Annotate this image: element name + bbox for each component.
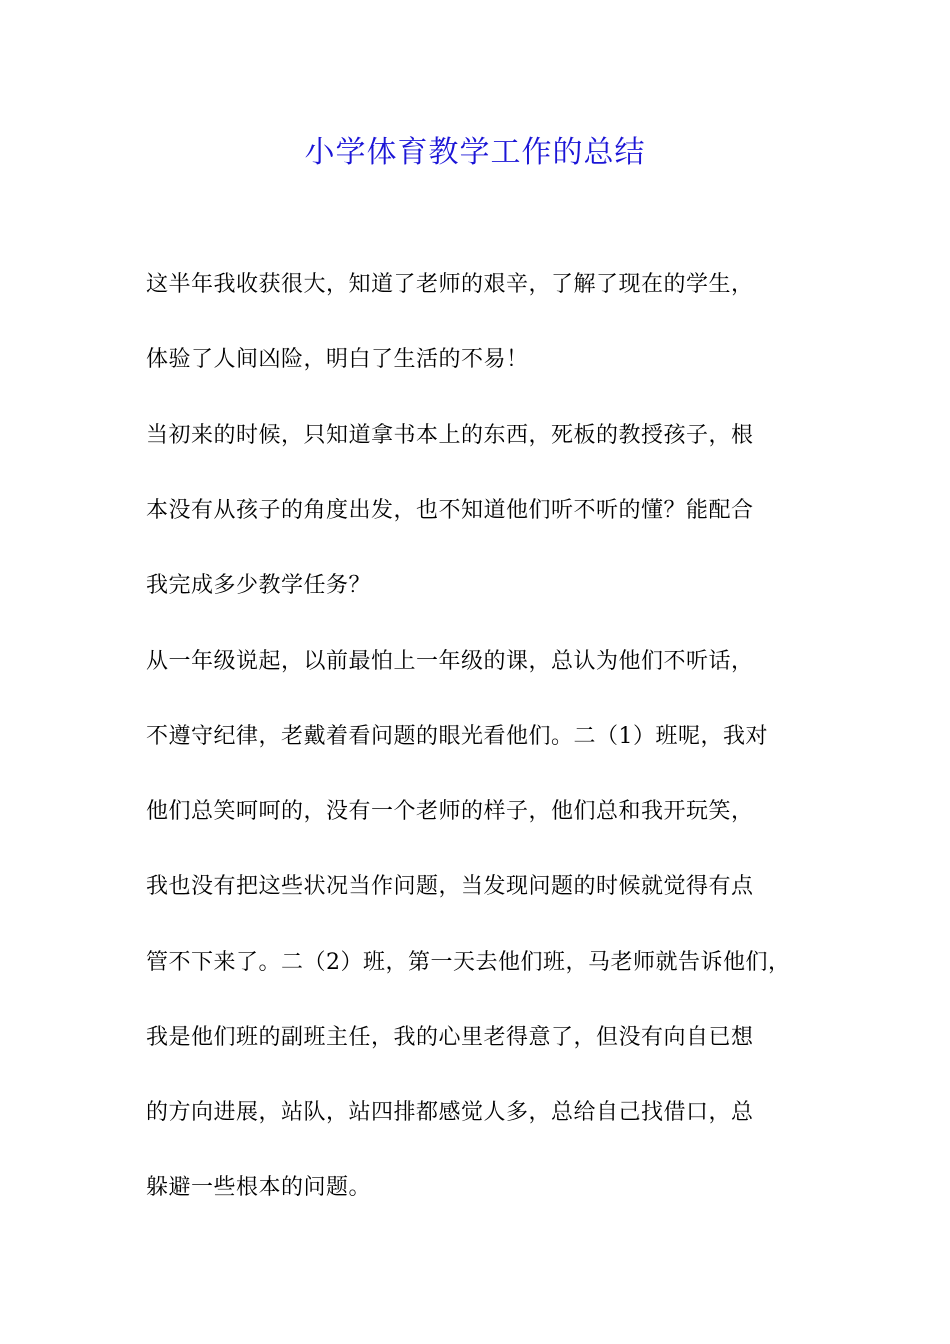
paragraph-line: 本没有从孩子的角度出发，也不知道他们听不听的懂？能配合 [146, 498, 754, 523]
paragraph-line: 躲避一些根本的问题。 [146, 1175, 372, 1200]
paragraph-line: 我也没有把这些状况当作问题，当发现问题的时候就觉得有点 [146, 874, 754, 899]
paragraph-line: 当初来的时候，只知道拿书本上的东西，死板的教授孩子，根 [146, 423, 754, 448]
paragraph-line: 体验了人间凶险，明白了生活的不易！ [146, 347, 529, 372]
paragraph-line: 我完成多少教学任务？ [146, 573, 372, 598]
paragraph-line: 我是他们班的副班主任，我的心里老得意了，但没有向自已想 [146, 1025, 754, 1050]
paragraph-line: 从一年级说起，以前最怕上一年级的课，总认为他们不听话， [146, 649, 754, 674]
document-title: 小学体育教学工作的总结 [304, 135, 646, 170]
paragraph-line: 他们总笑呵呵的，没有一个老师的样子，他们总和我开玩笑， [146, 799, 754, 824]
paragraph-line: 不遵守纪律，老戴着看问题的眼光看他们。二（1）班呢，我对 [146, 724, 768, 749]
paragraph-line: 的方向进展，站队，站四排都感觉人多，总给自己找借口，总 [146, 1100, 754, 1125]
paragraph-line: 这半年我收获很大，知道了老师的艰辛，了解了现在的学生， [146, 272, 754, 297]
paragraph-line: 管不下来了。二（2）班，第一天去他们班，马老师就告诉他们， [146, 950, 791, 975]
